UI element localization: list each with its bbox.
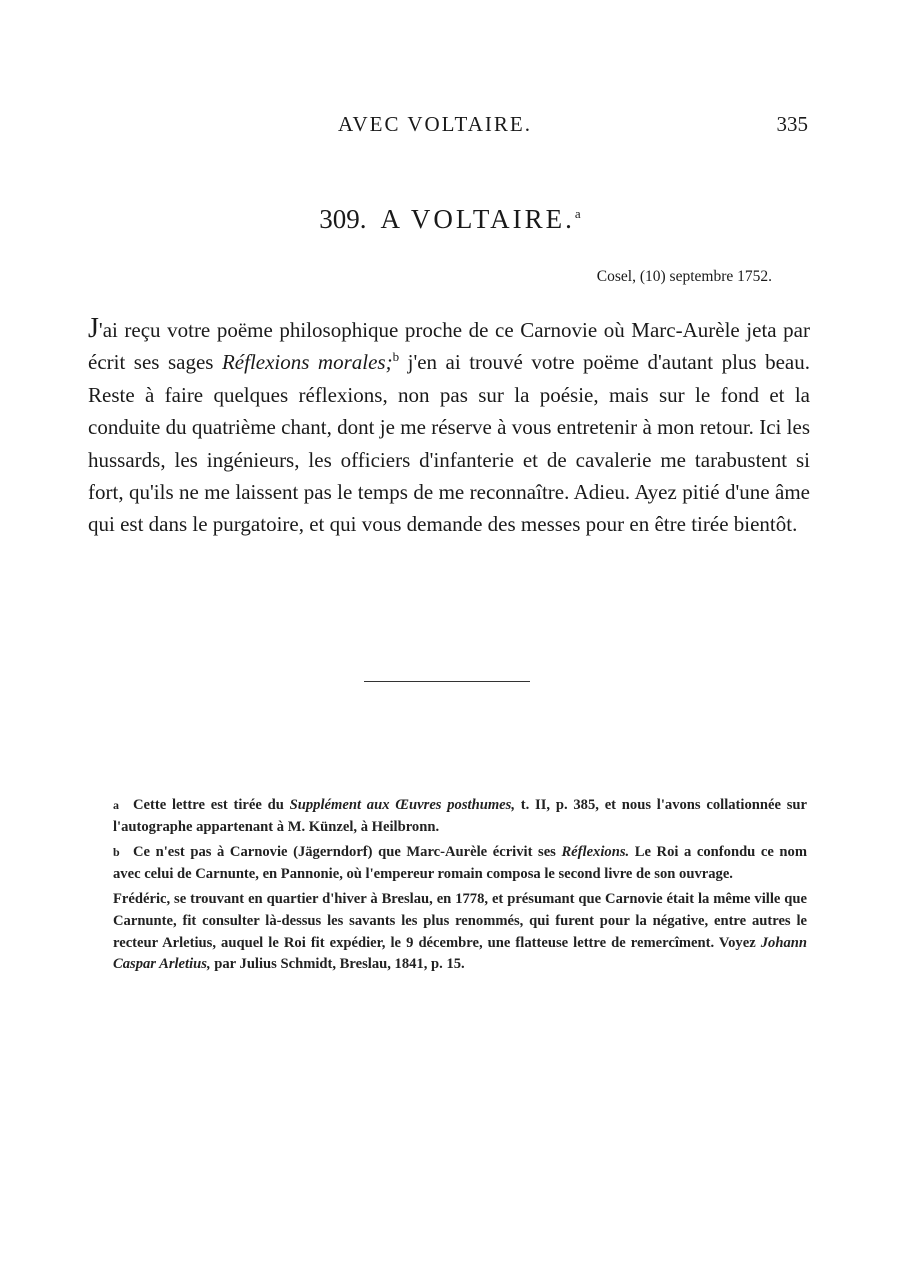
footnotes — [113, 795, 807, 980]
letter-title: A VOLTAIRE. — [380, 204, 575, 234]
footnote-b — [113, 842, 807, 885]
footnote-a-text2: t. II, p. 385, et nous l'avons collationnée sur l'autographe appartenant à M. Künzel, à Heilbronn. — [113, 797, 807, 835]
footnote-c-italic: Johann Caspar Arletius, — [113, 934, 807, 973]
footnote-a — [113, 795, 807, 838]
heading-footnote-mark: a — [574, 206, 581, 221]
letter-number: 309. — [319, 204, 367, 234]
running-title: AVEC VOLTAIRE. — [338, 112, 532, 136]
footnote-a-italic: Supplément aux Œuvres posthumes, — [289, 797, 515, 813]
body-italic-title: Réflexions morales; — [221, 350, 393, 375]
dateline: Cosel, (10) septembre 1752. — [596, 268, 772, 285]
body-footnote-mark: b — [392, 349, 400, 365]
footnote-b-italic: Réflexions. — [561, 844, 630, 861]
body-text-part2: j'en ai trouvé votre poëme d'autant plus beau. Reste à faire quelques réflexions, non pas sur la poésie, mais sur le fond et la conduite du quatrième chant, dont je me réserve à vous entretenir à mon retour. Ici les hussards, les ingénieurs, les officiers d'infanterie et de cavalerie me tarabustent si fort, qu'ils ne me laissent pas le temps de me reconnaître. Adieu. Ayez pitié d'une âme qui est dans le purgatoire, et qui vous demande des messes pour en être tirée bientôt. — [88, 350, 810, 537]
letter-body — [88, 314, 810, 541]
page-number: 335 — [776, 112, 808, 136]
footnote-b-text2: Le Roi a confondu ce nom avec celui de Carnunte, en Pannonie, où l'empereur romain composa le second livre de son ouvrage. — [113, 844, 807, 882]
footnote-a-letter: a — [113, 798, 119, 812]
footnote-a-text1: Cette lettre est tirée du — [133, 797, 290, 813]
running-head — [0, 112, 900, 142]
footnote-c-text2: par Julius Schmidt, Breslau, 1841, p. 15. — [210, 956, 465, 973]
initial-letter: J — [88, 313, 99, 344]
body-text-part1: 'ai reçu votre poëme philosophique proche de ce Carnovie où Marc-Aurèle jeta par écrit ses sages — [88, 318, 810, 375]
footnote-b-text1: Ce n'est pas à Carnovie (Jägerndorf) que Marc-Aurèle écrivit ses — [133, 844, 562, 861]
footnote-c-text1: Frédéric, se trouvant en quartier d'hiver à Breslau, en 1778, et présumant que Carnovie était la même ville que Carnunte, fit consulter là-dessus les savants les plus renommés, qui furent pour la négative, entre autres le recteur Arletius, auquel le Roi fit expédier, le 9 décembre, une flatteuse lettre de remercîment. Voyez — [113, 891, 807, 951]
letter-heading — [0, 204, 900, 235]
footnote-b-letter: b — [113, 845, 120, 860]
footnote-b-continuation — [113, 889, 807, 975]
separator-rule — [364, 681, 530, 682]
